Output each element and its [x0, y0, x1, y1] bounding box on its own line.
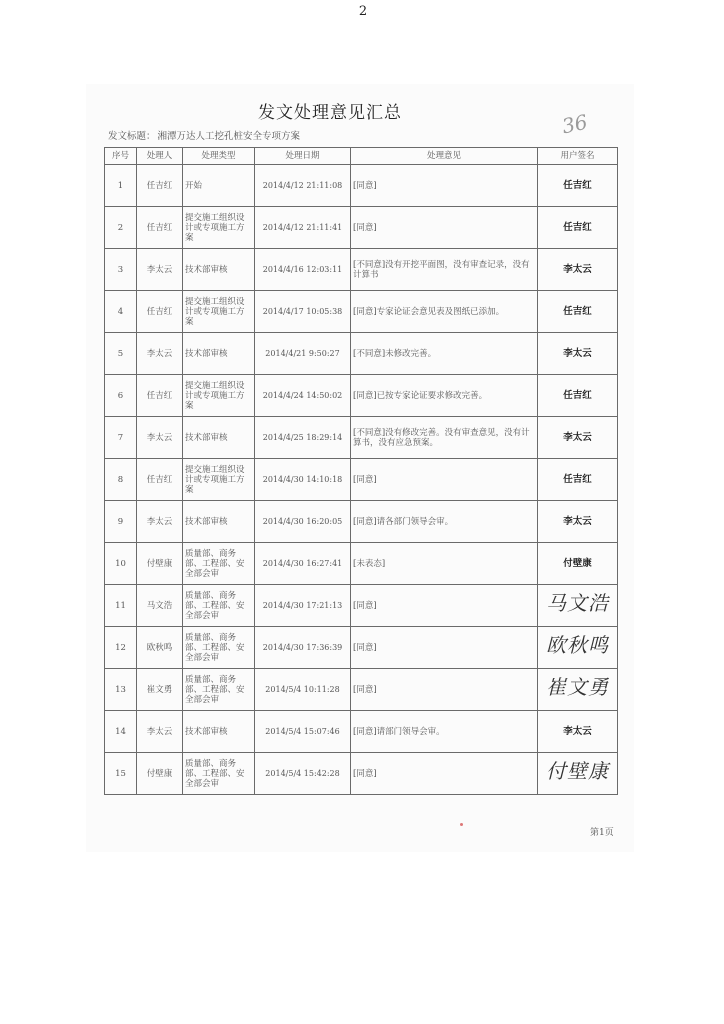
row-type: 开始	[183, 165, 255, 207]
row-number: 4	[105, 291, 137, 333]
row-handler: 李太云	[137, 249, 183, 291]
table-row	[105, 207, 618, 249]
printed-signature: 李太云	[563, 431, 592, 443]
row-opinion: [同意]专家论证会意见表及图纸已添加。	[351, 291, 538, 333]
row-type: 提交施工组织设计或专项施工方案	[183, 207, 255, 249]
row-type: 提交施工组织设计或专项施工方案	[183, 291, 255, 333]
subject-line	[108, 128, 548, 142]
printed-signature: 李太云	[563, 515, 592, 527]
row-number: 14	[105, 711, 137, 753]
row-type: 质量部、商务部、工程部、安全部会审	[183, 627, 255, 669]
printed-signature: 任吉红	[563, 473, 592, 485]
row-date: 2014/4/30 14:10:18	[255, 459, 351, 501]
printed-signature: 李太云	[563, 347, 592, 359]
scan-speck	[460, 823, 463, 826]
printed-signature: 任吉红	[563, 389, 592, 401]
row-type: 质量部、商务部、工程部、安全部会审	[183, 669, 255, 711]
row-signature	[538, 249, 618, 291]
handwritten-signature: 欧秋鸣	[546, 633, 609, 657]
row-signature	[538, 711, 618, 753]
row-signature	[538, 501, 618, 543]
row-type: 技术部审核	[183, 333, 255, 375]
table-row	[105, 669, 618, 711]
row-date: 2014/4/25 18:29:14	[255, 417, 351, 459]
row-type: 提交施工组织设计或专项施工方案	[183, 459, 255, 501]
printed-signature: 任吉红	[563, 221, 592, 233]
row-date: 2014/4/30 17:36:39	[255, 627, 351, 669]
row-type: 技术部审核	[183, 501, 255, 543]
row-date: 2014/4/17 10:05:38	[255, 291, 351, 333]
row-signature	[538, 585, 618, 627]
footer-page-number: 第1页	[590, 828, 614, 838]
row-handler: 马文浩	[137, 585, 183, 627]
subject-value: 湘潭万达人工挖孔桩安全专项方案	[157, 131, 301, 142]
row-type: 技术部审核	[183, 711, 255, 753]
table-row	[105, 501, 618, 543]
header-type: 处理类型	[183, 148, 255, 165]
row-handler: 李太云	[137, 333, 183, 375]
row-type: 质量部、商务部、工程部、安全部会审	[183, 585, 255, 627]
header-handler: 处理人	[137, 148, 183, 165]
row-opinion: [同意]	[351, 207, 538, 249]
table-header-row	[105, 148, 618, 165]
printed-signature: 李太云	[563, 263, 592, 275]
table-row	[105, 459, 618, 501]
row-number: 8	[105, 459, 137, 501]
row-number: 6	[105, 375, 137, 417]
row-date: 2014/5/4 15:07:46	[255, 711, 351, 753]
row-number: 3	[105, 249, 137, 291]
table-row	[105, 711, 618, 753]
row-handler: 任吉红	[137, 165, 183, 207]
table-row	[105, 417, 618, 459]
table-body	[105, 165, 618, 795]
row-signature	[538, 753, 618, 795]
row-opinion: [同意]	[351, 165, 538, 207]
row-signature	[538, 543, 618, 585]
row-type: 质量部、商务部、工程部、安全部会审	[183, 753, 255, 795]
subject-label: 发文标题：	[108, 131, 156, 142]
row-handler: 欧秋鸣	[137, 627, 183, 669]
row-handler: 任吉红	[137, 207, 183, 249]
row-handler: 付壁康	[137, 753, 183, 795]
row-number: 13	[105, 669, 137, 711]
row-type: 技术部审核	[183, 249, 255, 291]
row-signature	[538, 207, 618, 249]
row-handler: 李太云	[137, 711, 183, 753]
header-signature: 用户签名	[538, 148, 618, 165]
row-signature	[538, 669, 618, 711]
row-type: 技术部审核	[183, 417, 255, 459]
row-handler: 任吉红	[137, 375, 183, 417]
row-date: 2014/4/16 12:03:11	[255, 249, 351, 291]
row-handler: 付壁康	[137, 543, 183, 585]
row-opinion: [同意]	[351, 459, 538, 501]
row-number: 11	[105, 585, 137, 627]
row-number: 2	[105, 207, 137, 249]
printed-signature: 李太云	[563, 725, 592, 737]
header-no: 序号	[105, 148, 137, 165]
table-row	[105, 627, 618, 669]
table-row	[105, 753, 618, 795]
row-opinion: [未表态]	[351, 543, 538, 585]
opinion-summary-table	[104, 147, 618, 795]
row-date: 2014/4/24 14:50:02	[255, 375, 351, 417]
row-date: 2014/4/30 17:21:13	[255, 585, 351, 627]
row-signature	[538, 459, 618, 501]
row-date: 2014/4/12 21:11:41	[255, 207, 351, 249]
table-row	[105, 291, 618, 333]
row-opinion: [同意]	[351, 753, 538, 795]
row-date: 2014/4/21 9:50:27	[255, 333, 351, 375]
row-opinion: [同意]	[351, 627, 538, 669]
printed-signature: 任吉红	[563, 305, 592, 317]
table-row	[105, 543, 618, 585]
row-number: 10	[105, 543, 137, 585]
row-date: 2014/5/4 15:42:28	[255, 753, 351, 795]
row-number: 9	[105, 501, 137, 543]
printed-signature: 任吉红	[563, 179, 592, 191]
table-row	[105, 249, 618, 291]
row-number: 1	[105, 165, 137, 207]
row-opinion: [同意]请部门领导会审。	[351, 711, 538, 753]
table-row	[105, 333, 618, 375]
row-number: 12	[105, 627, 137, 669]
handwritten-signature: 付壁康	[546, 759, 609, 783]
header-opinion: 处理意见	[351, 148, 538, 165]
handwritten-signature: 马文浩	[546, 591, 609, 615]
printed-signature: 付壁康	[563, 557, 592, 569]
row-signature	[538, 417, 618, 459]
row-number: 15	[105, 753, 137, 795]
header-date: 处理日期	[255, 148, 351, 165]
row-signature	[538, 291, 618, 333]
row-opinion: [同意]	[351, 669, 538, 711]
row-opinion: [不同意]未修改完善。	[351, 333, 538, 375]
row-handler: 李太云	[137, 501, 183, 543]
row-type: 提交施工组织设计或专项施工方案	[183, 375, 255, 417]
row-date: 2014/4/30 16:20:05	[255, 501, 351, 543]
row-handler: 崔文勇	[137, 669, 183, 711]
row-opinion: [同意]	[351, 585, 538, 627]
row-signature	[538, 165, 618, 207]
table-row	[105, 585, 618, 627]
row-signature	[538, 375, 618, 417]
row-date: 2014/4/30 16:27:41	[255, 543, 351, 585]
row-number: 5	[105, 333, 137, 375]
row-opinion: [不同意]没有开挖平面图，没有审查记录，没有计算书	[351, 249, 538, 291]
table-row	[105, 375, 618, 417]
row-handler: 李太云	[137, 417, 183, 459]
top-page-number: 2	[358, 4, 368, 19]
row-date: 2014/5/4 10:11:28	[255, 669, 351, 711]
row-type: 质量部、商务部、工程部、安全部会审	[183, 543, 255, 585]
row-opinion: [同意]已按专家论证要求修改完善。	[351, 375, 538, 417]
row-handler: 任吉红	[137, 291, 183, 333]
row-number: 7	[105, 417, 137, 459]
document-title: 发文处理意见汇总	[258, 103, 402, 123]
row-date: 2014/4/12 21:11:08	[255, 165, 351, 207]
row-signature	[538, 627, 618, 669]
row-handler: 任吉红	[137, 459, 183, 501]
table-row	[105, 165, 618, 207]
handwritten-signature: 崔文勇	[546, 675, 609, 699]
row-opinion: [不同意]没有修改完善。没有审查意见，没有计算书，没有应急预案。	[351, 417, 538, 459]
row-signature	[538, 333, 618, 375]
handwritten-mark: 36	[559, 109, 590, 139]
row-opinion: [同意]请各部门领导会审。	[351, 501, 538, 543]
